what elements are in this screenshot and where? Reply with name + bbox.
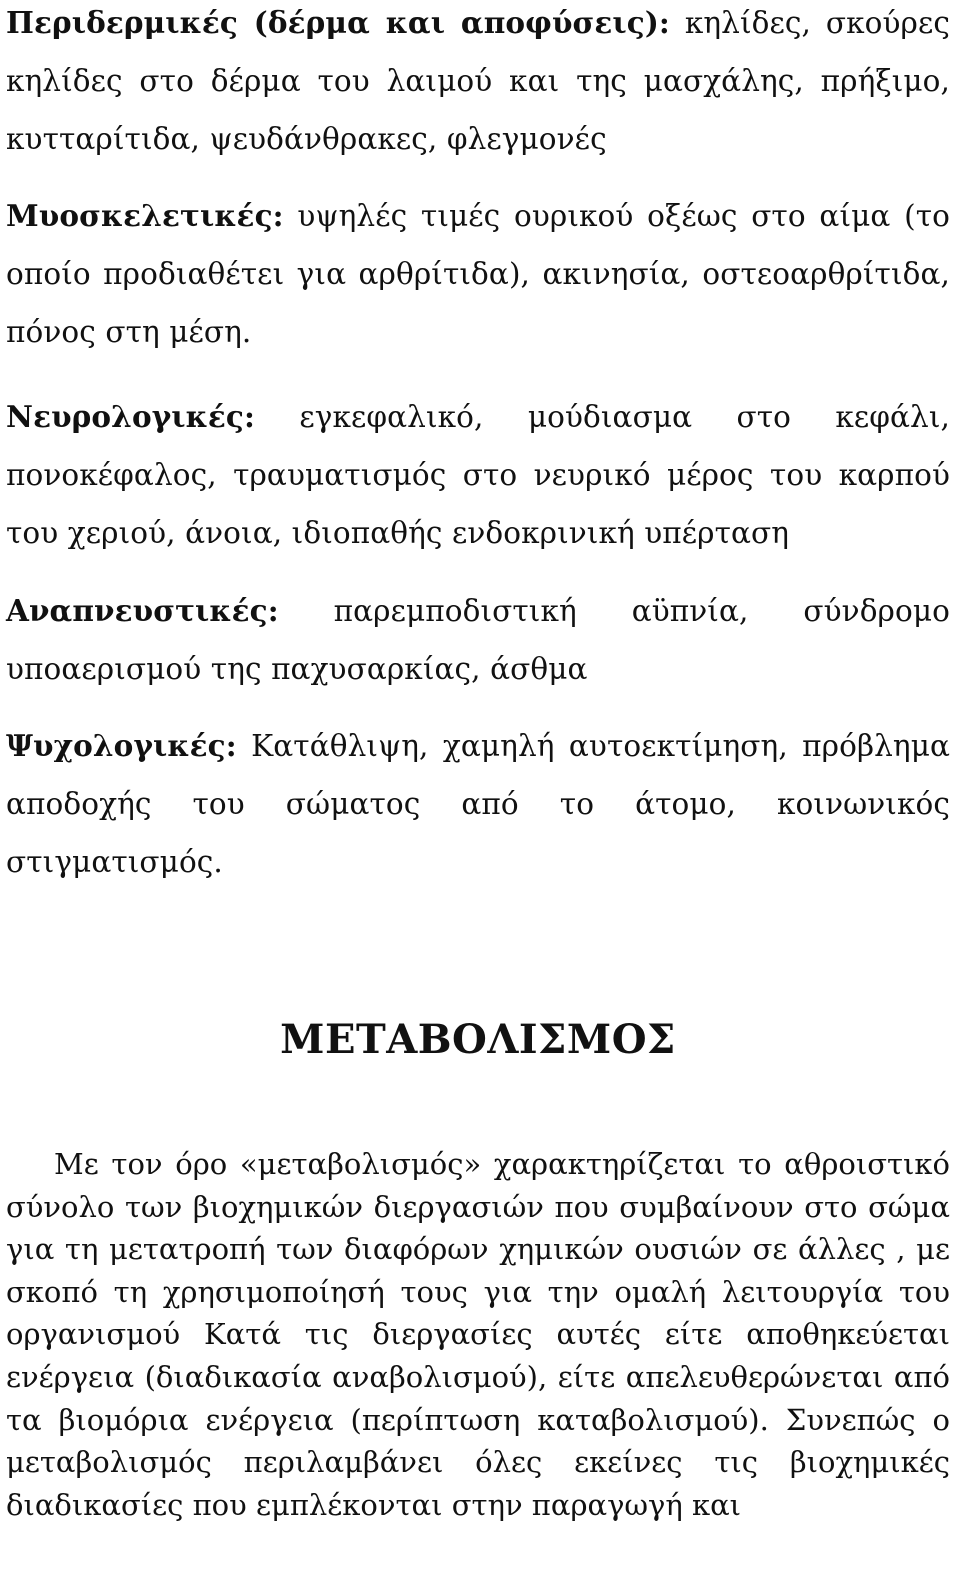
section-text: παρεμποδιστική αϋπνία, σύνδρομο υποαερισμού της παχυσαρκίας, άσθμα xyxy=(6,594,950,686)
section-term: Αναπνευστικές: xyxy=(6,593,279,628)
section-text: εγκεφαλικό, μούδιασμα στο κεφάλι, πονοκέφαλος, τραυματισμός στο νευρικό μέρος του καρπού του χεριού, άνοια, ιδιοπαθής ενδοκρινική υπέρταση xyxy=(6,400,950,550)
metabolism-paragraph: Με τον όρο «μεταβολισμός» χαρακτηρίζεται το αθροιστικό σύνολο των βιοχημικών διεργασιών που συμβαίνουν στο σώμα για τη μετατροπή των διαφόρων χημικών ουσιών σε άλλες , με σκοπό τη χρησιμοποίησή τους για την ομαλή λειτουργία του οργανισμού Κατά τις διεργασίες αυτές είτε αποθηκεύεται ενέργεια (διαδικασία αναβολισμού), είτε απελευθερώνεται από τα βιομόρια ενέργεια (περίπτωση καταβολισμού). Συνεπώς ο μεταβολισμός περιλαμβάνει όλες εκείνες τις βιοχημικές διαδικασίες που εμπλέκονται στην παραγωγή και xyxy=(6,1147,950,1522)
section-periderm xyxy=(6,0,950,168)
section-text: Κατάθλιψη, χαμηλή αυτοεκτίμηση, πρόβλημα αποδοχής του σώματος από το άτομο, κοινωνικός στιγματισμός. xyxy=(6,729,950,879)
section-term: Μυοσκελετικές: xyxy=(6,198,284,233)
section-term: Περιδερμικές (δέρμα και αποφύσεις): xyxy=(6,5,670,40)
section-text: υψηλές τιμές ουρικού οξέως στο αίμα (το οποίο προδιαθέτει για αρθρίτιδα), ακινησία, οστεοαρθρίτιδα, πόνος στη μέση. xyxy=(6,199,950,349)
section-musculoskeletal xyxy=(6,187,950,361)
section-term: Νευρολογικές: xyxy=(6,399,255,434)
section-text: κηλίδες, σκούρες κηλίδες στο δέρμα του λαιμού και της μασχάλης, πρήξιμο, κυτταρίτιδα, ψευδάνθρακες, φλεγμονές xyxy=(6,6,951,156)
metabolism-heading: ΜΕΤΑΒΟΛΙΣΜΟΣ xyxy=(280,1016,676,1063)
section-psychological xyxy=(6,717,950,891)
section-neurological xyxy=(6,388,950,562)
section-respiratory xyxy=(6,582,950,698)
section-term: Ψυχολογικές: xyxy=(6,728,237,763)
